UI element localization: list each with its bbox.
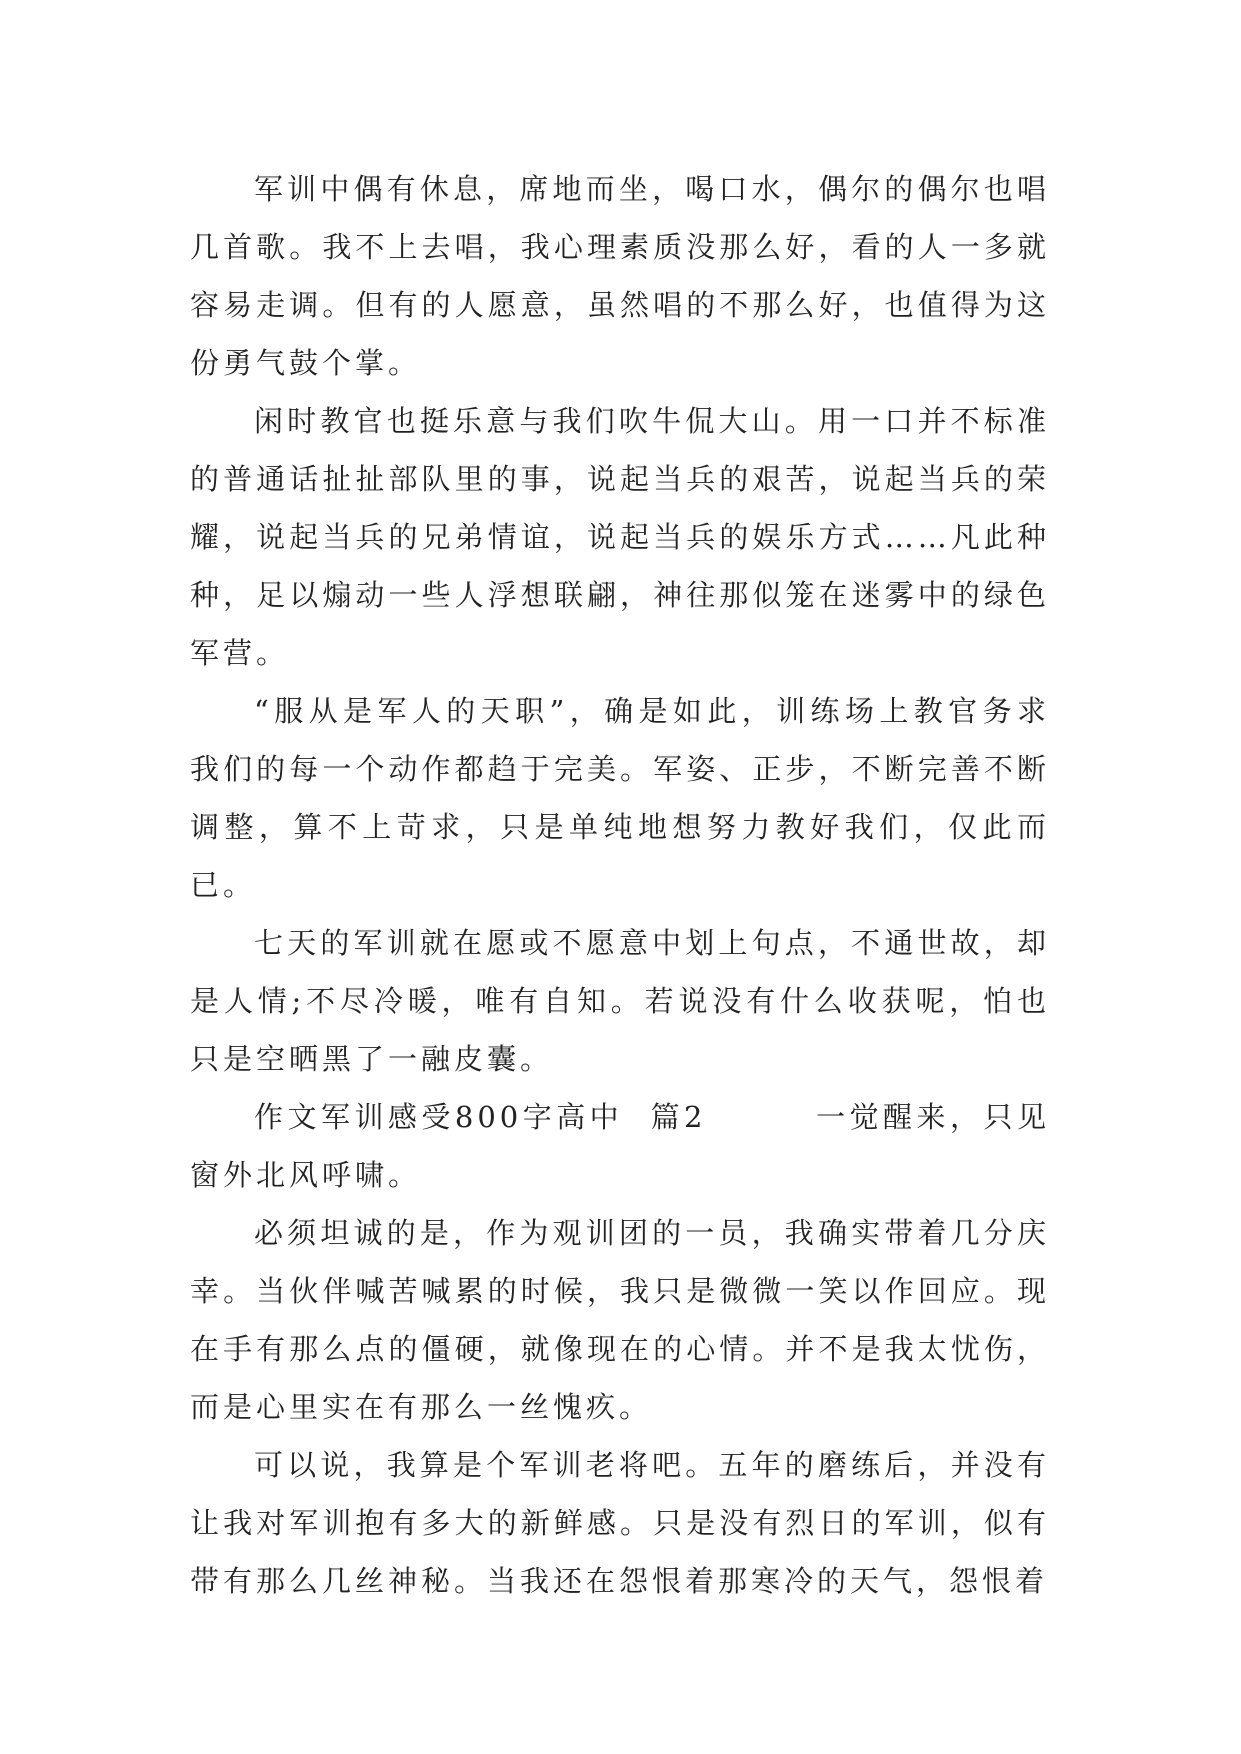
- paragraph-veteran: 可以说，我算是个军训老将吧。五年的磨练后，并没有让我对军训抱有多大的新鲜感。只是没有烈日的军训，似有带有那么几丝神秘。当我还在怨恨着那寒冷的天气，怨恨着: [190, 1448, 1050, 1598]
- paragraph-essay-2-heading: 作文军训感受800字高中 篇2 一觉醒来，只见窗外北风呼啸。: [190, 1100, 1050, 1192]
- paragraph-seven-days: 七天的军训就在愿或不愿意中划上句点，不通世故，却是人情;不尽冷暖，唯有自知。若说没有什么收获呢，怕也只是空晒黑了一融皮囊。: [190, 926, 1050, 1076]
- paragraph-rest-break-singing: 军训中偶有休息，席地而坐，喝口水，偶尔的偶尔也唱几首歌。我不上去唱，我心理素质没那么好，看的人一多就容易走调。但有的人愿意，虽然唱的不那么好，也值得为这份勇气鼓个掌。: [190, 172, 1050, 380]
- paragraph-instructor-chat: 闲时教官也挺乐意与我们吹牛侃大山。用一口并不标准的普通话扯扯部队里的事，说起当兵的艰苦，说起当兵的荣耀，说起当兵的兄弟情谊，说起当兵的娱乐方式……凡此种种，足以煽动一些人浮想联翩，神往那似笼在迷雾中的绿色军营。: [190, 404, 1050, 670]
- document-page: [190, 160, 1050, 1610]
- paragraph-observer: 必须坦诚的是，作为观训团的一员，我确实带着几分庆幸。当伙伴喊苦喊累的时候，我只是微微一笑以作回应。现在手有那么点的僵硬，就像现在的心情。并不是我太忧伤，而是心里实在有那么一丝愧疚。: [190, 1216, 1050, 1424]
- paragraph-obedience: “服从是军人的天职”，确是如此，训练场上教官务求我们的每一个动作都趋于完美。军姿、正步，不断完善不断调整，算不上苛求，只是单纯地想努力教好我们，仅此而已。: [190, 694, 1050, 902]
